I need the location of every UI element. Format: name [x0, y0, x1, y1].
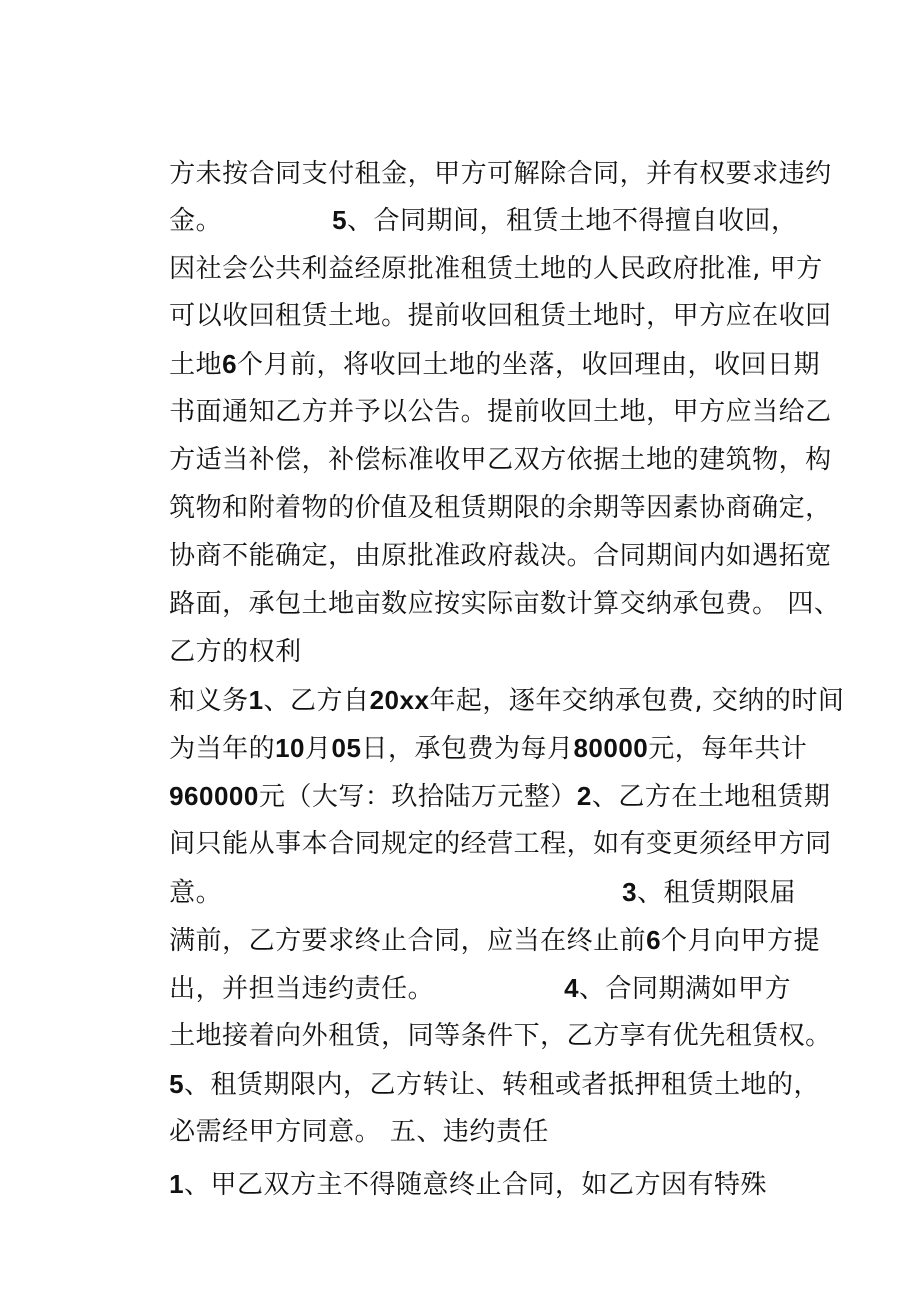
- text-line: [134, 538, 841, 619]
- text-line: [134, 154, 814, 236]
- text-line: [134, 1066, 814, 1147]
- line-text: 为当年的10月05日，承包费为每月80000元，每年共计: [169, 733, 808, 764]
- line-text: 土地6个月前，将收回土地的坐落，收回理由，收回日期: [169, 349, 821, 380]
- line-text: 可以收回租赁土地。提前收回租赁土地时，甲方应在收回: [169, 301, 832, 331]
- line-text: 方未按合同支付租金，甲方可解除合同，并有权要求违约: [169, 159, 832, 189]
- line-text: 筑物和附着物的价值及租赁期限的余期等因素协商确定，: [169, 493, 832, 523]
- line-text: 5、租赁期限内，乙方转让、转租或者抵押租赁土地的，: [169, 1069, 821, 1100]
- line-text: 土地接着向外租赁，同等条件下，乙方享有优先租赁权。: [169, 1021, 832, 1051]
- text-line: [134, 874, 821, 956]
- line-text: 方适当补偿，补偿标准收甲乙双方依据土地的建筑物，构: [169, 445, 832, 475]
- line-text: 路面，承包土地亩数应按实际亩数计算交纳承包费。 四、: [169, 589, 841, 619]
- line-text: 意。 3、租赁期限届: [169, 877, 797, 908]
- text-line: [134, 203, 823, 284]
- line-text: 满前，乙方要求终止合同，应当在终止前6个月向甲方提: [169, 925, 821, 956]
- line-text: 因社会公共利益经原批准租赁土地的人民政府批准, 甲方: [169, 254, 823, 284]
- text-line: [134, 442, 832, 523]
- text-line: [134, 250, 832, 331]
- text-line: [134, 730, 831, 812]
- text-line: [134, 826, 814, 908]
- line-text: 960000元（大写：玖拾陆万元整）2、乙方在土地租赁期: [169, 781, 831, 812]
- text-line: [134, 108, 832, 189]
- text-line: [134, 1118, 814, 1200]
- line-text: 必需经甲方同意。 五、违约责任: [169, 1117, 549, 1147]
- text-line: [134, 970, 832, 1051]
- text-line: [134, 922, 814, 1004]
- line-text: 金。 5、合同期间，租赁土地不得擅自收回，: [169, 205, 798, 236]
- line-text: 间只能从事本合同规定的经营工程，如有变更须经甲方同: [169, 829, 832, 859]
- text-line: [134, 682, 814, 764]
- line-text: 协商不能确定，由原批准政府裁决。合同期间内如遇拓宽: [169, 541, 832, 571]
- text-line: [134, 1018, 821, 1100]
- text-line: [134, 346, 832, 427]
- text-line: [134, 394, 832, 475]
- text-line: [134, 778, 832, 859]
- text-line: [134, 490, 832, 571]
- line-text: 书面通知乙方并予以公告。提前收回土地，甲方应当给乙: [169, 397, 832, 427]
- text-line: [134, 634, 845, 716]
- text-line: [134, 298, 821, 380]
- text-line: [134, 586, 814, 667]
- line-text: 1、甲乙双方主不得随意终止合同，如乙方因有特殊: [169, 1169, 768, 1200]
- line-text: 乙方的权利: [169, 637, 302, 667]
- line-text: 和义务1、乙方自20xx年起，逐年交纳承包费, 交纳的时间: [169, 685, 845, 716]
- line-text: 出，并担当违约责任。 4、合同期满如甲方: [169, 973, 792, 1004]
